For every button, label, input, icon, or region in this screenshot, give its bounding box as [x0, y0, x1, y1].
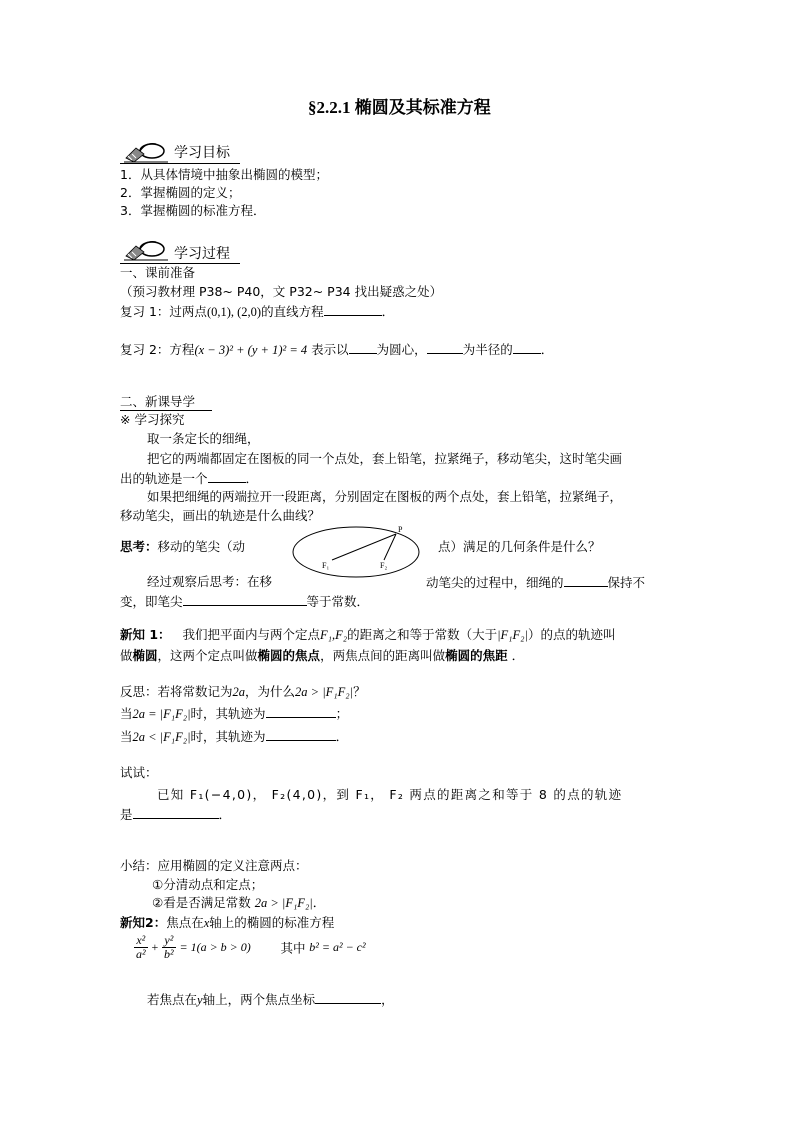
new-knowledge-1-cont: 做椭圆，这两个定点叫做椭圆的焦点，两焦点间的距离叫做椭圆的焦距 ． [120, 648, 525, 663]
paragraph-3a: 如果把细绳的两端拉开一段距离，分别固定在图板的两个点处，套上铅笔，拉紧绳子， [147, 489, 623, 504]
objective-item-3: 3．掌握椭圆的标准方程． [120, 203, 266, 218]
objective-item-1: 1．从具体情境中抽象出椭圆的模型； [120, 167, 328, 182]
part2-heading: 二、新课导学 [120, 394, 196, 409]
think-line-cont: 点）满足的几何条件是什么？ [438, 539, 601, 554]
process-heading: 学习过程 [174, 246, 230, 262]
review-2: 复习 2：方程(x − 3)² + (y + 1)² = 4 表示以 为圆心， 为半径的 ． [120, 342, 554, 357]
new-knowledge-1: 新知 1： 我们把平面内与两个定点F₁,F₂的距离之和等于常数（大于|F₁F₂|）的点的轨迹叫 [120, 627, 616, 642]
explore-heading: ※ 学习探究 [120, 412, 185, 427]
think-line: 思考：移动的笔尖（动 [120, 539, 246, 554]
ellipse-diagram [290, 522, 430, 582]
paragraph-2a: 把它的两端都固定在图板的同一个点处，套上铅笔，拉紧绳子，移动笔尖，这时笔尖画 [147, 451, 623, 466]
case-1: 当2a = |F₁F₂|时，其轨迹为 ； [120, 706, 349, 721]
part1-heading: 一、课前准备 [120, 265, 196, 280]
mouse-hand-icon [122, 138, 172, 164]
diagram-label-f2: F₂ [380, 561, 388, 570]
reflect-line: 反思：若将常数记为2a，为什么2a > |F₁F₂|？ [120, 684, 366, 699]
objectives-heading: 学习目标 [174, 145, 230, 161]
preview-note: （预习教材理 P38~ P40，文 P32~ P34 找出疑惑之处） [120, 284, 443, 299]
standard-equation: $\frac{\text{x²}}{\text{a²}}$ + $\frac{\text{y²}}{\text{b²}}$ = 1(a > b > 0) 其中 b² = a² − c² [136, 933, 366, 961]
review-1: 复习 1：过两点(0,1), (2,0)的直线方程 ． [120, 304, 395, 319]
paragraph-3b: 移动笔尖，画出的轨迹是什么曲线？ [120, 508, 321, 523]
summary-2: ②看是否满足常数 2a > |F₁F₂|． [152, 895, 326, 910]
try-label: 试试： [120, 765, 158, 780]
objective-item-2: 2．掌握椭圆的定义； [120, 185, 241, 200]
diagram-label-p: P [398, 525, 403, 534]
diagram-label-f1: F₁ [322, 561, 330, 570]
observe-line-1a: 经过观察后思考：在移 [147, 574, 273, 589]
paragraph-1: 取一条定长的细绳， [147, 431, 260, 446]
observe-line-1b: 动笔尖的过程中，细绳的 保持不 [426, 575, 646, 590]
page-title: §2.2.1 椭圆及其标准方程 [308, 98, 491, 117]
try-text: 已知 F₁(−4,0)， F₂(4,0)，到 F₁， F₂ 两点的距离之和等于 8 的点的轨迹 [157, 787, 623, 802]
observe-line-2: 变，即笔尖 等于常数． [120, 594, 370, 609]
new-knowledge-2: 新知2：焦点在x轴上的椭圆的标准方程 [120, 915, 335, 930]
summary-label: 小结：应用椭圆的定义注意两点： [120, 858, 308, 873]
foci-y-axis: 若焦点在y轴上，两个焦点坐标 ， [147, 992, 394, 1007]
objectives-underline [120, 163, 240, 164]
paragraph-2b: 出的轨迹是一个 ． [120, 471, 259, 486]
summary-1: ①分清动点和定点； [152, 877, 264, 892]
case-2: 当2a < |F₁F₂|时，其轨迹为 ． [120, 729, 349, 744]
mouse-hand-icon [122, 236, 172, 262]
try-answer: 是 ． [120, 807, 232, 822]
